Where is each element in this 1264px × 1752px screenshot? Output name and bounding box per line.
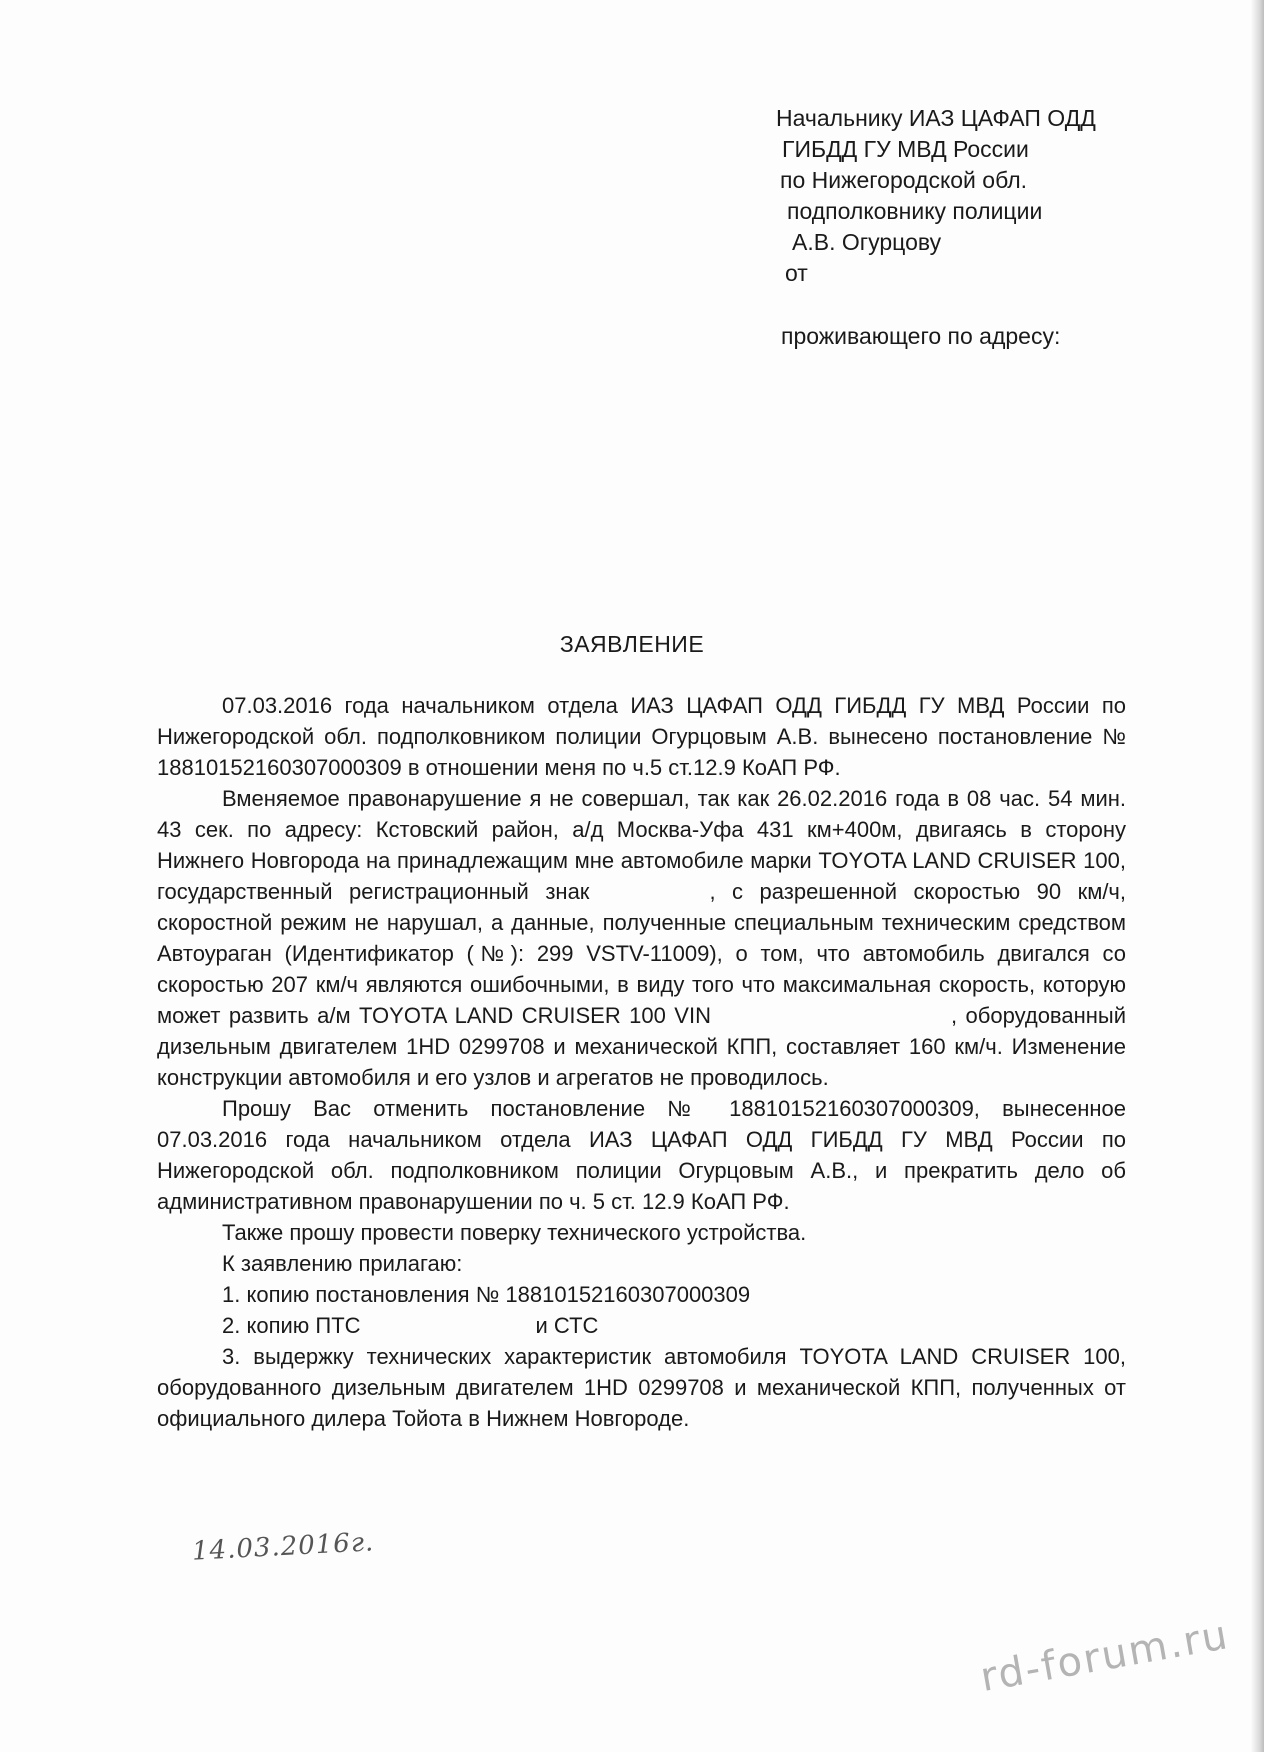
paragraph-objection xyxy=(157,783,1126,1093)
paragraph-resolution: 07.03.2016 года начальником отдела ИАЗ ЦАФАП ОДД ГИБДД ГУ МВД России по Нижегородской обл. подполковником полиции Огурцовым А.В. вынесено постановление № 18810152160307000309 в отношении меня по ч.5 ст.12.9 КоАП РФ. xyxy=(157,693,1126,780)
paragraph-request: Прошу Вас отменить постановление № 18810152160307000309, вынесенное 07.03.2016 года начальником отдела ИАЗ ЦАФАП ОДД ГИБДД ГУ МВД России по Нижегородской обл. подполковником полиции Огурцовым А.В., и прекратить дело об административном правонарушении по ч. 5 ст. 12.9 КоАП РФ. xyxy=(157,1096,1126,1214)
attachment-item-1: 1. копию постановления № 18810152160307000309 xyxy=(222,1282,751,1307)
document-title: ЗАЯВЛЕНИЕ xyxy=(559,631,705,657)
addressee-line-2: ГИБДД ГУ МВД России xyxy=(782,136,1029,162)
objection-part-1: Вменяемое правонарушение я не совершал, так как 26.02.2016 года в 08 час. 54 мин. 43 сек. по адресу: Кстовский район, а/д Москва-Уфа 431 км+400м, двигаясь в сторону Нижнего Новгорода на принадлежащим мне автомобиле марки TOYOTA LAND CRUISER 100, государственный регистрационный знак xyxy=(157,786,1126,904)
attachment-item-2-pts: 2. копию ПТС xyxy=(222,1313,361,1338)
scan-edge-shadow xyxy=(1250,0,1264,1752)
handwritten-date: 14.03.2016г. xyxy=(191,1527,375,1567)
attachment-item-3: 3. выдержку технических характеристик автомобиля TOYOTA LAND CRUISER 100, оборудованного дизельным двигателем 1HD 0299708 и механической КПП, полученных от официального дилера Тойота в Нижнем Новгороде. xyxy=(157,1344,1126,1431)
objection-part-3: , оборудованный дизельным двигателем 1HD 0299708 и механической КПП, составляет 160 км/ч. Изменение конструкции автомобиля и его узлов и агрегатов не проводилось. xyxy=(157,1003,1127,1090)
addressee-line-5: А.В. Огурцову xyxy=(792,229,942,255)
addressee-line-3: по Нижегородской обл. xyxy=(780,167,1028,193)
attachment-item-2 xyxy=(157,1310,1126,1341)
paragraph-attachments-intro: К заявлению прилагаю: xyxy=(222,1251,463,1276)
sender-address-label: проживающего по адресу: xyxy=(781,323,1061,349)
document-body xyxy=(157,690,1126,1434)
sender-from-label: от xyxy=(785,260,808,286)
paragraph-verification: Также прошу провести поверку технического устройства. xyxy=(222,1220,807,1245)
addressee-line-1: Начальнику ИАЗ ЦАФАП ОДД xyxy=(776,105,1096,131)
watermark: rd-forum.ru xyxy=(977,1612,1233,1701)
objection-part-2: , с разрешенной скоростью 90 км/ч, скоростной режим не нарушал, а данные, полученные специальным техническим средством Автоураган (Идентификатор (№): 299 VSTV-11009), о том, что автомобиль двигался со скоростью 207 км/ч являются ошибочными, в виду того что максимальная скорость, которую может развить а/м TOYOTA LAND CRUISER 100 VIN xyxy=(157,879,1126,1028)
attachment-item-2-sts: и СТС xyxy=(535,1313,599,1338)
addressee-line-4: подполковнику полиции xyxy=(787,198,1043,224)
